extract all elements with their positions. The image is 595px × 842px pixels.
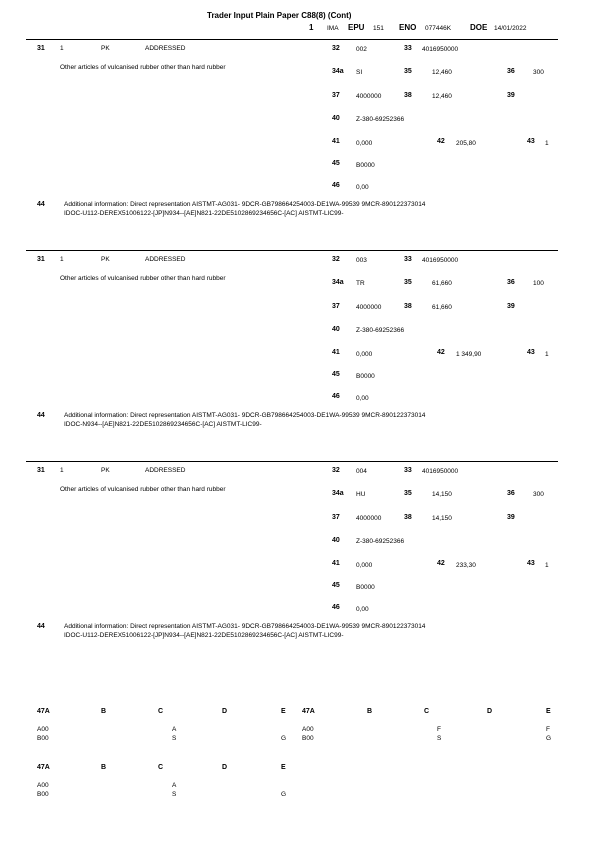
item-number: 002 <box>356 46 367 53</box>
origin-country: SI <box>356 69 363 76</box>
package-kind: PK <box>101 467 110 474</box>
box-42-label: 42 <box>437 349 445 356</box>
box-37-label: 37 <box>332 92 340 99</box>
goods-description: Other articles of vulcanised rubber other than hard rubber <box>60 486 226 493</box>
adjustment: B0000 <box>356 584 375 591</box>
box-40-label: 40 <box>332 326 340 333</box>
item-price: 205,80 <box>456 140 476 147</box>
tax-rate: S <box>172 791 177 798</box>
eno-label: ENO <box>399 23 417 32</box>
box-44-label: 44 <box>37 412 45 419</box>
ima-label: IMA <box>327 25 339 32</box>
tax-method: F <box>546 726 550 733</box>
box-40-label: 40 <box>332 115 340 122</box>
package-count: 1 <box>60 467 64 474</box>
box-34a-label: 34a <box>332 490 344 497</box>
item-number: 003 <box>356 257 367 264</box>
box-38-label: 38 <box>404 92 412 99</box>
tax-rate: A <box>172 726 177 733</box>
box-45-label: 45 <box>332 160 340 167</box>
net-mass: 61,660 <box>432 304 452 311</box>
box-44-label: 44 <box>37 623 45 630</box>
tax-type: A00 <box>302 726 314 733</box>
item-price: 233,30 <box>456 562 476 569</box>
divider <box>26 39 558 40</box>
adjustment: B0000 <box>356 373 375 380</box>
tax-col-c: C <box>158 764 164 771</box>
statistical-value: 0,00 <box>356 395 369 402</box>
box-31-label: 31 <box>37 467 45 474</box>
box-44-label: 44 <box>37 201 45 208</box>
additional-info-line-1: Additional information: Direct representation AISTMT-AG031- 9DCR-GB798664254003-DE1WA-99539 9MCR-890122373014 <box>64 412 426 419</box>
box-39-label: 39 <box>507 92 515 99</box>
box-41-label: 41 <box>332 349 340 356</box>
box-34a-label: 34a <box>332 279 344 286</box>
package-marks: ADDRESSED <box>145 467 186 474</box>
package-count: 1 <box>60 256 64 263</box>
net-mass: 12,460 <box>432 93 452 100</box>
statistical-value: 0,00 <box>356 606 369 613</box>
additional-info-line-1: Additional information: Direct representation AISTMT-AG031- 9DCR-GB798664254003-DE1WA-99539 9MCR-890122373014 <box>64 201 426 208</box>
item-number: 004 <box>356 468 367 475</box>
box-43-label: 43 <box>527 560 535 567</box>
additional-info-line-2: IDOC-U112-DEREX51006122-[JP]N934--[AE]N821-22DE5102869234656C-[AC] AISTMT-LIC99- <box>64 632 344 639</box>
box-39-label: 39 <box>507 514 515 521</box>
tax-type: A00 <box>37 782 49 789</box>
tax-col-e: E <box>281 708 286 715</box>
tax-col-c: C <box>158 708 164 715</box>
tax-rate: F <box>437 726 441 733</box>
epu-value: 151 <box>373 25 384 32</box>
gross-mass: 14,150 <box>432 491 452 498</box>
box-46-label: 46 <box>332 182 340 189</box>
statistical-value: 0,00 <box>356 184 369 191</box>
item-price: 1 349,90 <box>456 351 482 358</box>
package-kind: PK <box>101 45 110 52</box>
commodity-code: 4016950000 <box>422 46 459 53</box>
tax-type: A00 <box>37 726 49 733</box>
tax-col-c: C <box>424 708 430 715</box>
box-47a-label: 47A <box>37 764 50 771</box>
box-32-label: 32 <box>332 45 340 52</box>
previous-document: Z-380-69252366 <box>356 327 405 334</box>
page-number: 1 <box>309 23 314 32</box>
tax-type: B00 <box>302 735 314 742</box>
package-marks: ADDRESSED <box>145 256 186 263</box>
preference: 100 <box>533 280 544 287</box>
box-31-label: 31 <box>37 256 45 263</box>
tax-col-e: E <box>546 708 551 715</box>
additional-info-line-2: IDOC-N934--[AE]N821-22DE5102869234656C-[AC] AISTMT-LIC99- <box>64 421 262 428</box>
box-32-label: 32 <box>332 467 340 474</box>
box-42-label: 42 <box>437 560 445 567</box>
box-47a-label: 47A <box>302 708 315 715</box>
net-mass: 14,150 <box>432 515 452 522</box>
valuation-method: 1 <box>545 562 549 569</box>
origin-country: HU <box>356 491 366 498</box>
tax-col-d: D <box>222 764 228 771</box>
tax-method: G <box>281 791 287 798</box>
commodity-code: 4016950000 <box>422 468 459 475</box>
previous-document: Z-380-69252366 <box>356 538 405 545</box>
package-count: 1 <box>60 45 64 52</box>
doe-value: 14/01/2022 <box>494 25 527 32</box>
box-33-label: 33 <box>404 467 412 474</box>
box-32-label: 32 <box>332 256 340 263</box>
procedure-code: 4000000 <box>356 304 382 311</box>
valuation-method: 1 <box>545 140 549 147</box>
box-36-label: 36 <box>507 68 515 75</box>
tax-col-d: D <box>222 708 228 715</box>
doe-label: DOE <box>470 23 488 32</box>
preference: 300 <box>533 491 544 498</box>
box-43-label: 43 <box>527 138 535 145</box>
adjustment: B0000 <box>356 162 375 169</box>
box-40-label: 40 <box>332 537 340 544</box>
gross-mass: 12,460 <box>432 69 452 76</box>
box-36-label: 36 <box>507 490 515 497</box>
box-46-label: 46 <box>332 604 340 611</box>
box-37-label: 37 <box>332 303 340 310</box>
page-title: Trader Input Plain Paper C88(8) (Cont) <box>207 11 352 20</box>
tax-col-b: B <box>367 708 373 715</box>
box-35-label: 35 <box>404 68 412 75</box>
box-37-label: 37 <box>332 514 340 521</box>
supplementary-units: 0,000 <box>356 140 373 147</box>
additional-info-line-1: Additional information: Direct representation AISTMT-AG031- 9DCR-GB798664254003-DE1WA-99539 9MCR-890122373014 <box>64 623 426 630</box>
tax-col-b: B <box>101 764 107 771</box>
box-45-label: 45 <box>332 371 340 378</box>
procedure-code: 4000000 <box>356 515 382 522</box>
additional-info-line-2: IDOC-U112-DEREX51006122-[JP]N934--[AE]N821-22DE5102869234656C-[AC] AISTMT-LIC99- <box>64 210 344 217</box>
tax-rate: S <box>172 735 177 742</box>
box-41-label: 41 <box>332 138 340 145</box>
tax-type: B00 <box>37 791 49 798</box>
box-46-label: 46 <box>332 393 340 400</box>
tax-rate: S <box>437 735 442 742</box>
preference: 300 <box>533 69 544 76</box>
procedure-code: 4000000 <box>356 93 382 100</box>
tax-col-b: B <box>101 708 107 715</box>
tax-rate: A <box>172 782 177 789</box>
goods-description: Other articles of vulcanised rubber other than hard rubber <box>60 275 226 282</box>
box-47a-label: 47A <box>37 708 50 715</box>
divider <box>26 461 558 462</box>
eno-value: 077446K <box>425 25 452 32</box>
box-41-label: 41 <box>332 560 340 567</box>
tax-col-e: E <box>281 764 286 771</box>
box-43-label: 43 <box>527 349 535 356</box>
box-38-label: 38 <box>404 514 412 521</box>
epu-label: EPU <box>348 23 365 32</box>
box-31-label: 31 <box>37 45 45 52</box>
box-33-label: 33 <box>404 256 412 263</box>
origin-country: TR <box>356 280 365 287</box>
divider <box>26 250 558 251</box>
supplementary-units: 0,000 <box>356 351 373 358</box>
tax-type: B00 <box>37 735 49 742</box>
package-marks: ADDRESSED <box>145 45 186 52</box>
box-36-label: 36 <box>507 279 515 286</box>
box-34a-label: 34a <box>332 68 344 75</box>
box-45-label: 45 <box>332 582 340 589</box>
tax-col-d: D <box>487 708 493 715</box>
tax-method: G <box>546 735 552 742</box>
box-42-label: 42 <box>437 138 445 145</box>
valuation-method: 1 <box>545 351 549 358</box>
supplementary-units: 0,000 <box>356 562 373 569</box>
goods-description: Other articles of vulcanised rubber other than hard rubber <box>60 64 226 71</box>
box-38-label: 38 <box>404 303 412 310</box>
box-33-label: 33 <box>404 45 412 52</box>
package-kind: PK <box>101 256 110 263</box>
tax-method: G <box>281 735 287 742</box>
box-35-label: 35 <box>404 279 412 286</box>
previous-document: Z-380-69252366 <box>356 116 405 123</box>
box-35-label: 35 <box>404 490 412 497</box>
commodity-code: 4016950000 <box>422 257 459 264</box>
box-39-label: 39 <box>507 303 515 310</box>
gross-mass: 61,660 <box>432 280 452 287</box>
